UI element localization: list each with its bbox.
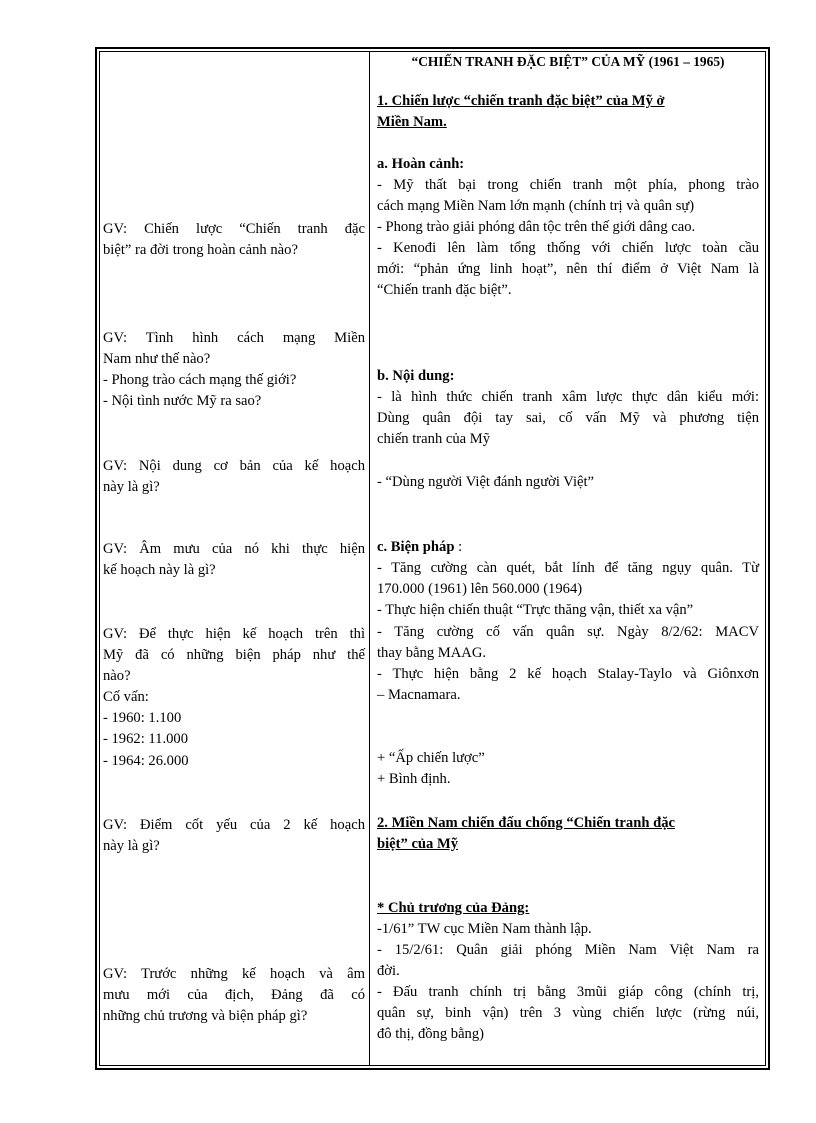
question-6-line-1: GV: Điểm cốt yếu của 2 kế hoạch	[103, 817, 365, 833]
subsection-c-line-4: - Tăng cường cố vấn quân sự. Ngày 8/2/62: MACV	[377, 624, 759, 640]
party-policy-line-1: -1/61” TW cục Miền Nam thành lập.	[377, 921, 592, 937]
subsection-c-heading: c. Biện pháp	[377, 539, 455, 555]
subsection-c-line-3: - Thực hiện chiến thuật “Trực thăng vận, thiết xa vận”	[377, 602, 694, 618]
question-5-line-4: Cố vấn:	[103, 689, 149, 705]
question-5-line-1: GV: Để thực hiện kế hoạch trên thì	[103, 626, 365, 642]
subsection-c-line-1: - Tăng cường càn quét, bắt lính để tăng ngụy quân. Từ	[377, 560, 759, 576]
subsection-b-line-2: Dùng quân đội tay sai, cố vấn Mỹ và phương tiện	[377, 410, 759, 426]
subsection-a-line-5: mới: “phản ứng linh hoạt”, nên thí điểm ở Việt Nam là	[377, 261, 759, 277]
subsection-b-heading: b. Nội dung:	[377, 368, 455, 384]
question-2-line-1: GV: Tình hình cách mạng Miền	[103, 330, 365, 346]
worksheet-table	[95, 47, 770, 1070]
subsection-c-point-2: + Bình định.	[377, 771, 451, 787]
question-2-line-3: - Phong trào cách mạng thế giới?	[103, 372, 297, 388]
subsection-c-line-6: - Thực hiện bằng 2 kế hoạch Stalay-Taylo và Giônxơn	[377, 666, 759, 682]
subsection-c-point-1: + “Ấp chiến lược”	[377, 750, 485, 766]
party-policy-line-5: quân sự, binh vận) trên 3 vùng chiến lược (rừng núi,	[377, 1005, 759, 1021]
subsection-a-line-6: “Chiến tranh đặc biệt”.	[377, 282, 512, 298]
question-7-line-1: GV: Trước những kế hoạch và âm	[103, 966, 365, 982]
question-5-line-5: - 1960: 1.100	[103, 710, 182, 726]
question-1-line-2: biệt” ra đời trong hoàn cảnh nào?	[103, 242, 298, 258]
subsection-c-heading-row	[377, 537, 759, 559]
party-policy-line-2: - 15/2/61: Quân giải phóng Miền Nam Việt Nam ra	[377, 942, 759, 958]
party-policy-line-6: đô thị, đồng bằng)	[377, 1026, 485, 1042]
question-2-line-2: Nam như thế nào?	[103, 351, 211, 367]
question-4-line-1: GV: Âm mưu của nó khi thực hiện	[103, 541, 365, 557]
party-policy-line-4: - Đấu tranh chính trị bằng 3mũi giáp công (chính trị,	[377, 984, 759, 1000]
section-1-heading-line-2: Miền Nam.	[377, 114, 447, 130]
question-5-line-6: - 1962: 11.000	[103, 731, 188, 747]
question-3-line-1: GV: Nội dung cơ bản của kế hoạch	[103, 458, 365, 474]
subsection-b-line-1: - là hình thức chiến tranh xâm lược thực dân kiểu mới:	[377, 389, 759, 405]
subsection-c-line-5: thay bằng MAAG.	[377, 645, 487, 661]
question-4-line-2: kế hoạch này là gì?	[103, 562, 216, 578]
question-1-line-1: GV: Chiến lược “Chiến tranh đặc	[103, 221, 365, 237]
question-5-line-3: nào?	[103, 668, 131, 684]
question-5-line-2: Mỹ đã có những biện pháp như thế	[103, 647, 365, 663]
subsection-c-line-7: – Macnamara.	[377, 687, 461, 703]
subsection-c-colon: :	[458, 539, 463, 555]
column-divider	[369, 51, 370, 1065]
subsection-a-heading: a. Hoàn cảnh:	[377, 156, 465, 172]
subsection-a-line-2: cách mạng Miền Nam lớn mạnh (chính trị và quân sự)	[377, 198, 695, 214]
subsection-a-line-1: - Mỹ thất bại trong chiến tranh một phía, phong trào	[377, 177, 759, 193]
subsection-b-line-3: chiến tranh của Mỹ	[377, 431, 491, 447]
question-7-line-2: mưu mới của địch, Đảng đã có	[103, 987, 365, 1003]
question-2-line-4: - Nội tình nước Mỹ ra sao?	[103, 393, 262, 409]
section-1-heading-line-1: 1. Chiến lược “chiến tranh đặc biệt” của Mỹ ở	[377, 93, 665, 109]
lesson-title: “CHIẾN TRANH ĐẶC BIỆT” CỦA MỸ (1961 – 1965)	[411, 54, 725, 69]
subsection-c-line-2: 170.000 (1961) lên 560.000 (1964)	[377, 581, 583, 597]
question-3-line-2: này là gì?	[103, 479, 160, 495]
section-2-heading-line-1: 2. Miền Nam chiến đấu chống “Chiến tranh đặc	[377, 815, 675, 831]
question-5-line-7: - 1964: 26.000	[103, 753, 189, 769]
subsection-a-line-3: - Phong trào giải phóng dân tộc trên thế giới dâng cao.	[377, 219, 696, 235]
party-policy-heading: * Chủ trương của Đảng:	[377, 900, 530, 916]
question-7-line-3: những chủ trương và biện pháp gì?	[103, 1008, 308, 1024]
party-policy-line-3: đời.	[377, 963, 400, 979]
section-2-heading-line-2: biệt” của Mỹ	[377, 836, 459, 852]
subsection-b-slogan: - “Dùng người Việt đánh người Việt”	[377, 474, 595, 490]
subsection-a-line-4: - Kenođi lên làm tổng thống với chiến lược toàn cầu	[377, 240, 759, 256]
question-6-line-2: này là gì?	[103, 838, 160, 854]
